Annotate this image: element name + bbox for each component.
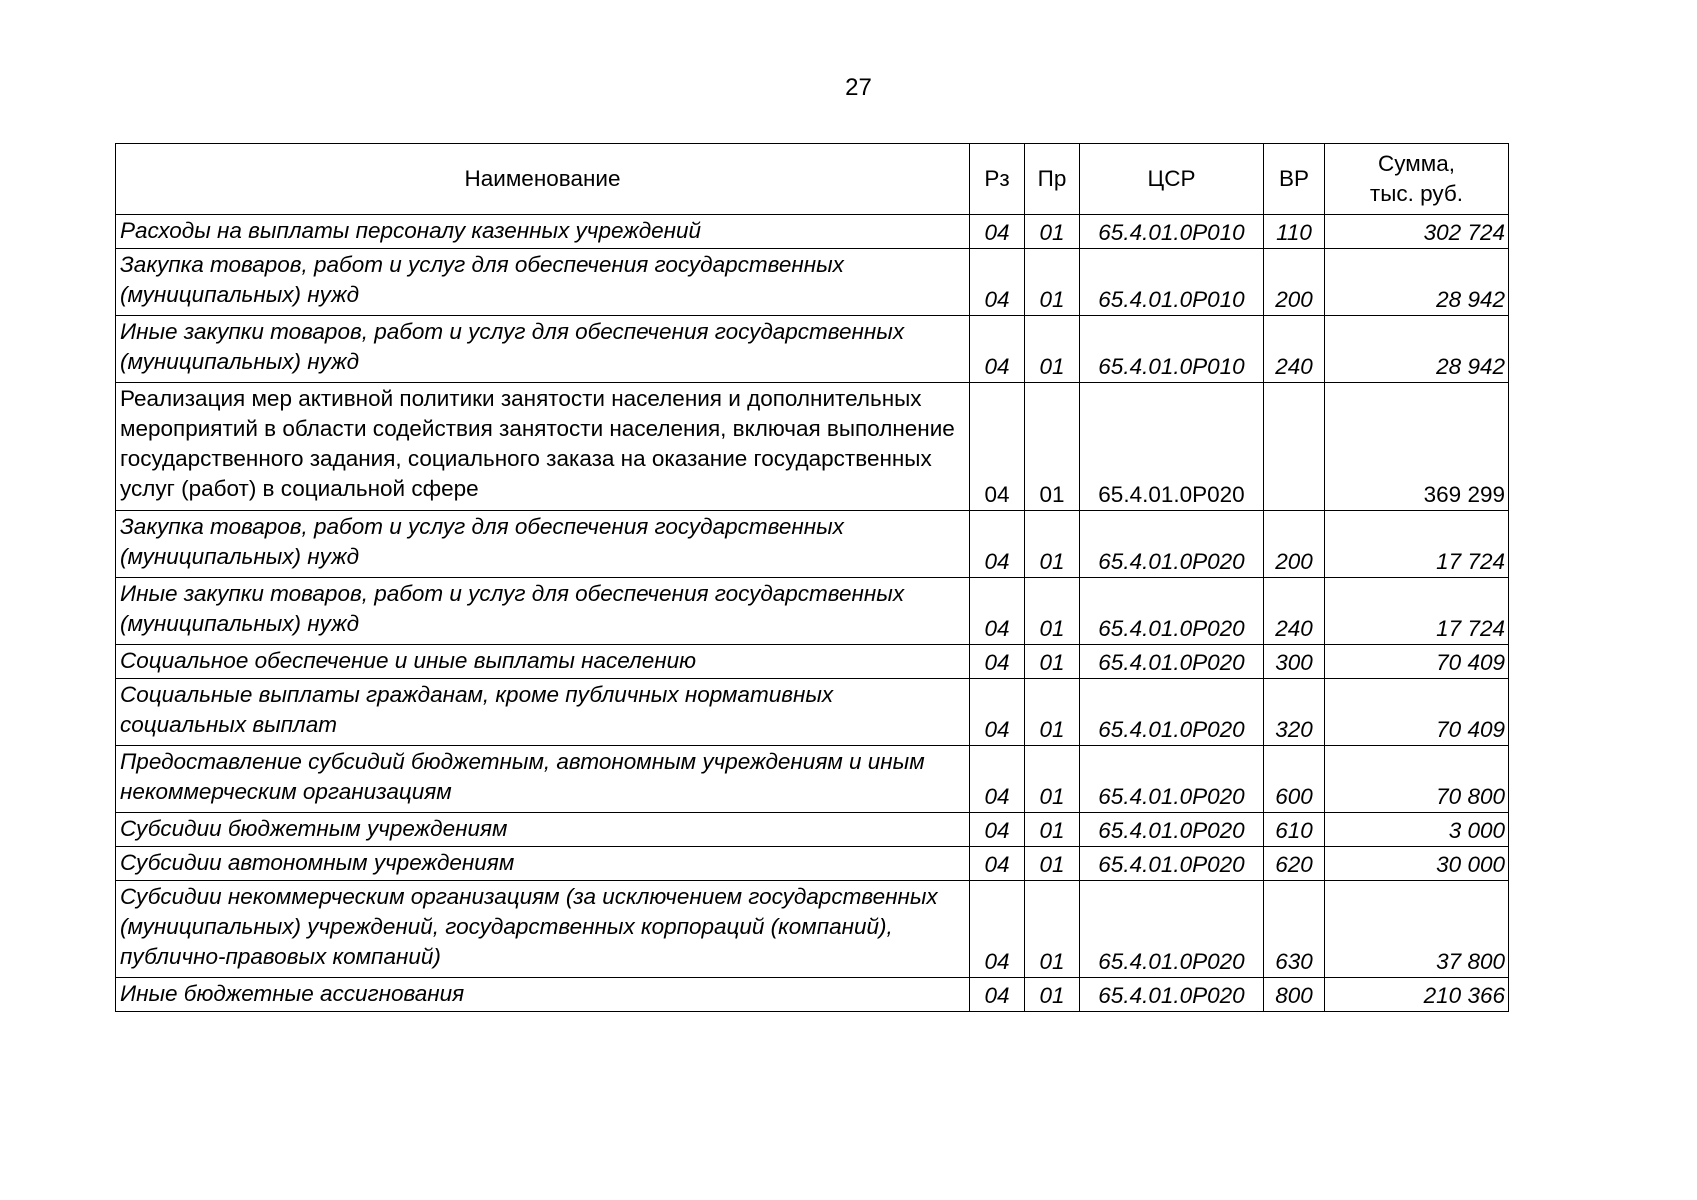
row-sum: 37 800 <box>1325 881 1509 978</box>
table-row <box>116 645 1509 679</box>
table-row <box>116 813 1509 847</box>
header-sum-line2: тыс. руб. <box>1369 181 1464 206</box>
row-csr: 65.4.01.0Р010 <box>1080 249 1264 316</box>
row-pr: 01 <box>1025 847 1080 881</box>
table-row <box>116 215 1509 249</box>
row-name: Иные закупки товаров, работ и услуг для обеспечения государственных (муниципальных) нужд <box>116 578 970 645</box>
row-pr: 01 <box>1025 813 1080 847</box>
row-vr: 620 <box>1264 847 1325 881</box>
row-pr: 01 <box>1025 578 1080 645</box>
table-row <box>116 316 1509 383</box>
row-vr: 600 <box>1264 746 1325 813</box>
row-csr: 65.4.01.0Р020 <box>1080 813 1264 847</box>
row-vr <box>1264 383 1325 511</box>
row-pr: 01 <box>1025 679 1080 746</box>
row-sum: 70 800 <box>1325 746 1509 813</box>
page-number: 27 <box>845 74 872 101</box>
row-rz: 04 <box>970 679 1025 746</box>
row-name: Иные закупки товаров, работ и услуг для обеспечения государственных (муниципальных) нужд <box>116 316 970 383</box>
row-rz: 04 <box>970 847 1025 881</box>
row-rz: 04 <box>970 215 1025 249</box>
header-pr: Пр <box>1025 144 1080 215</box>
row-vr: 240 <box>1264 578 1325 645</box>
row-rz: 04 <box>970 316 1025 383</box>
row-pr: 01 <box>1025 383 1080 511</box>
row-sum: 70 409 <box>1325 679 1509 746</box>
header-name: Наименование <box>116 144 970 215</box>
row-vr: 110 <box>1264 215 1325 249</box>
row-vr: 320 <box>1264 679 1325 746</box>
table-row <box>116 847 1509 881</box>
row-vr: 240 <box>1264 316 1325 383</box>
row-name: Закупка товаров, работ и услуг для обеспечения государственных (муниципальных) нужд <box>116 511 970 578</box>
row-sum: 17 724 <box>1325 578 1509 645</box>
row-name: Социальные выплаты гражданам, кроме публичных нормативных социальных выплат <box>116 679 970 746</box>
row-csr: 65.4.01.0Р020 <box>1080 881 1264 978</box>
row-csr: 65.4.01.0Р020 <box>1080 578 1264 645</box>
row-csr: 65.4.01.0Р020 <box>1080 383 1264 511</box>
row-rz: 04 <box>970 881 1025 978</box>
table-row <box>116 511 1509 578</box>
table-row <box>116 578 1509 645</box>
table-header-row <box>116 144 1509 215</box>
row-name: Субсидии некоммерческим организациям (за исключением государственных (муниципальных) учреждений, государственных корпораций (компаний), публично-правовых компаний) <box>116 881 970 978</box>
row-vr: 200 <box>1264 511 1325 578</box>
row-rz: 04 <box>970 578 1025 645</box>
row-rz: 04 <box>970 249 1025 316</box>
row-csr: 65.4.01.0Р020 <box>1080 679 1264 746</box>
row-vr: 300 <box>1264 645 1325 679</box>
row-rz: 04 <box>970 813 1025 847</box>
row-vr: 200 <box>1264 249 1325 316</box>
row-name: Реализация мер активной политики занятости населения и дополнительных мероприятий в области содействия занятости населения, включая выполнение государственного задания, социального заказа на оказание государственных услуг (работ) в социальной сфере <box>116 383 970 511</box>
row-sum: 302 724 <box>1325 215 1509 249</box>
row-pr: 01 <box>1025 215 1080 249</box>
header-sum-line1: Сумма, <box>1378 151 1455 176</box>
row-pr: 01 <box>1025 249 1080 316</box>
header-sum <box>1325 144 1509 215</box>
row-vr: 610 <box>1264 813 1325 847</box>
row-sum: 369 299 <box>1325 383 1509 511</box>
row-csr: 65.4.01.0Р020 <box>1080 511 1264 578</box>
row-name: Субсидии бюджетным учреждениям <box>116 813 970 847</box>
row-rz: 04 <box>970 746 1025 813</box>
row-vr: 630 <box>1264 881 1325 978</box>
row-sum: 70 409 <box>1325 645 1509 679</box>
row-rz: 04 <box>970 645 1025 679</box>
row-csr: 65.4.01.0Р020 <box>1080 645 1264 679</box>
table-row <box>116 679 1509 746</box>
table-row <box>116 746 1509 813</box>
row-name: Расходы на выплаты персоналу казенных учреждений <box>116 215 970 249</box>
table-row <box>116 978 1509 1012</box>
row-rz: 04 <box>970 383 1025 511</box>
header-rz: Рз <box>970 144 1025 215</box>
row-pr: 01 <box>1025 316 1080 383</box>
row-sum: 30 000 <box>1325 847 1509 881</box>
row-pr: 01 <box>1025 645 1080 679</box>
row-name: Закупка товаров, работ и услуг для обеспечения государственных (муниципальных) нужд <box>116 249 970 316</box>
row-csr: 65.4.01.0Р020 <box>1080 978 1264 1012</box>
header-vr: ВР <box>1264 144 1325 215</box>
row-sum: 210 366 <box>1325 978 1509 1012</box>
table-row <box>116 881 1509 978</box>
row-rz: 04 <box>970 511 1025 578</box>
row-csr: 65.4.01.0Р020 <box>1080 847 1264 881</box>
row-name: Предоставление субсидий бюджетным, автономным учреждениям и иным некоммерческим организациям <box>116 746 970 813</box>
row-pr: 01 <box>1025 881 1080 978</box>
row-name: Иные бюджетные ассигнования <box>116 978 970 1012</box>
row-csr: 65.4.01.0Р010 <box>1080 215 1264 249</box>
row-vr: 800 <box>1264 978 1325 1012</box>
budget-table <box>115 143 1509 1012</box>
table-row <box>116 383 1509 511</box>
row-sum: 17 724 <box>1325 511 1509 578</box>
row-sum: 3 000 <box>1325 813 1509 847</box>
row-sum: 28 942 <box>1325 249 1509 316</box>
header-csr: ЦСР <box>1080 144 1264 215</box>
row-rz: 04 <box>970 978 1025 1012</box>
row-pr: 01 <box>1025 746 1080 813</box>
row-name: Социальное обеспечение и иные выплаты населению <box>116 645 970 679</box>
table-row <box>116 249 1509 316</box>
row-csr: 65.4.01.0Р010 <box>1080 316 1264 383</box>
row-pr: 01 <box>1025 978 1080 1012</box>
row-pr: 01 <box>1025 511 1080 578</box>
row-csr: 65.4.01.0Р020 <box>1080 746 1264 813</box>
row-sum: 28 942 <box>1325 316 1509 383</box>
row-name: Субсидии автономным учреждениям <box>116 847 970 881</box>
